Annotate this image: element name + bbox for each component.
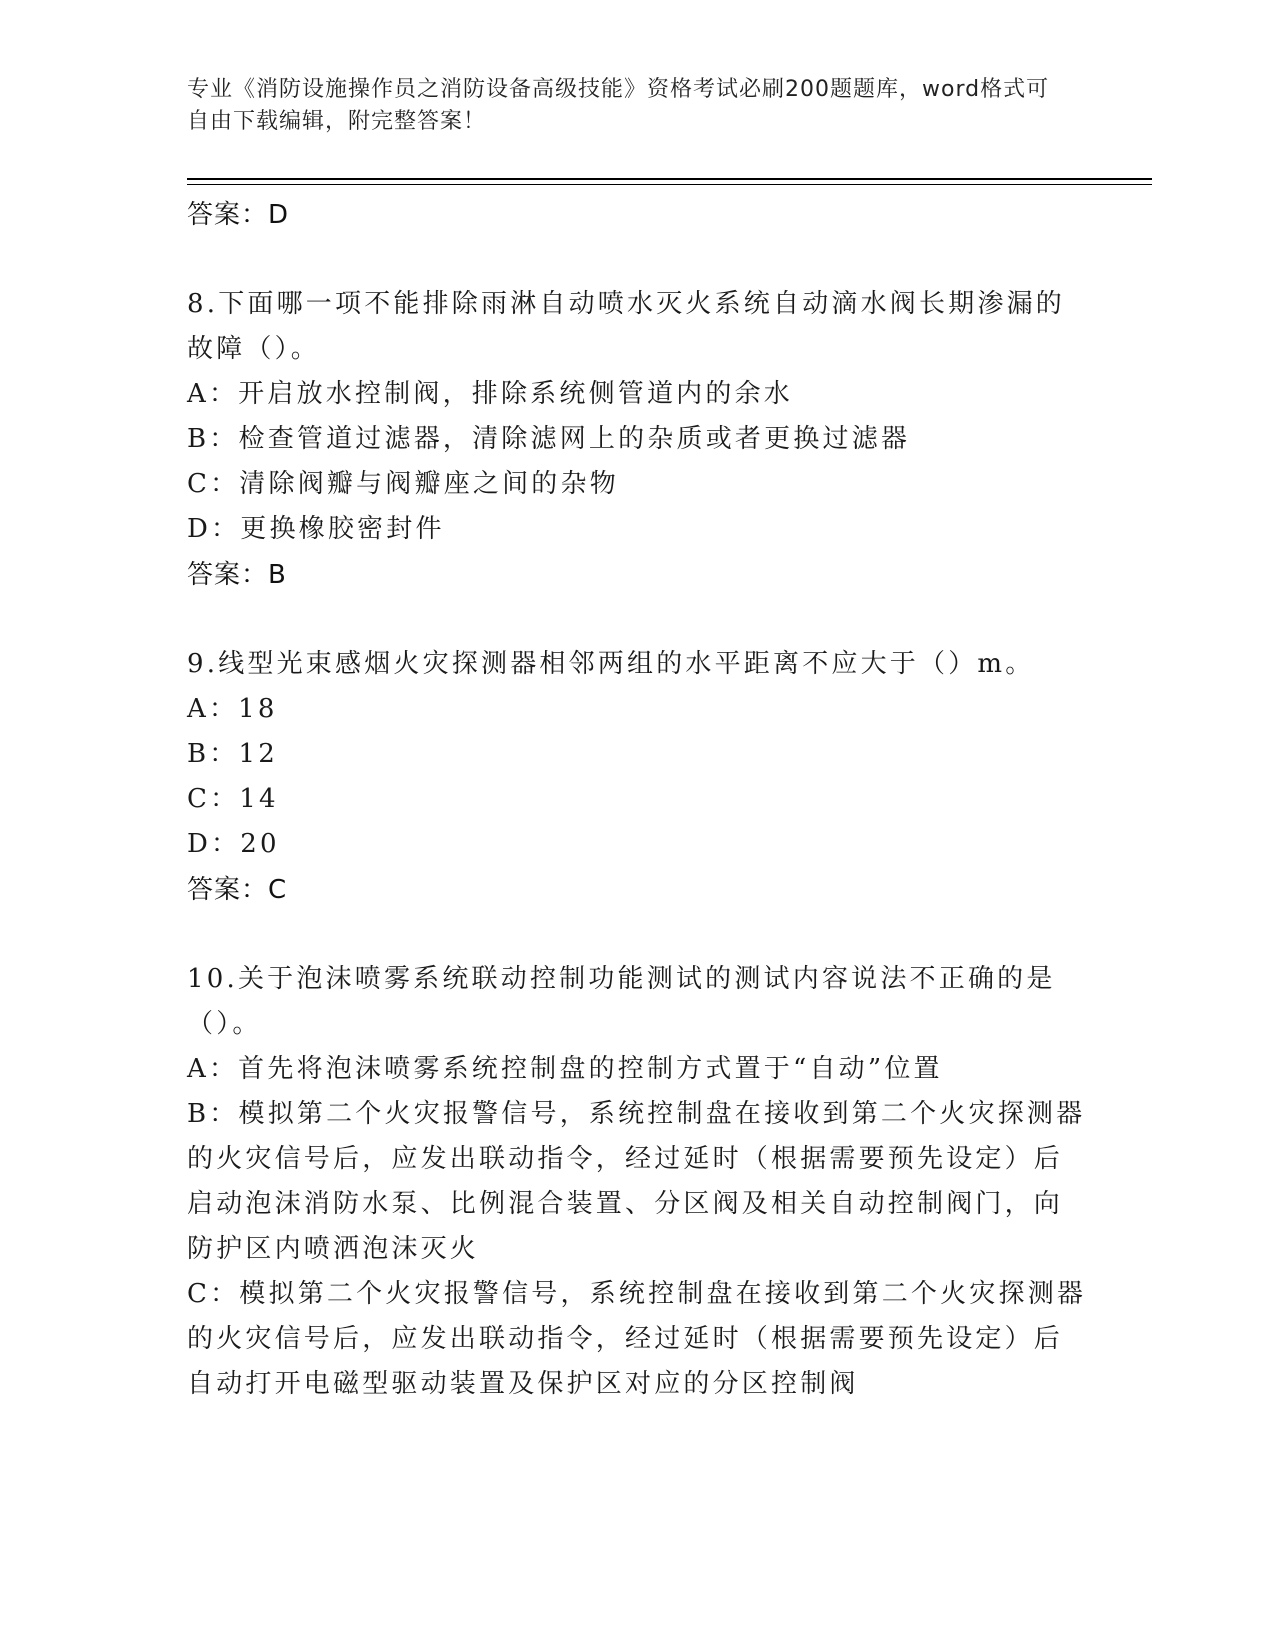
question-9 — [187, 642, 1087, 913]
option-c: C：模拟第二个火灾报警信号，系统控制盘在接收到第二个火灾探测器的火灾信号后，应发出联动指令，经过延时（根据需要预先设定）后自动打开电磁型驱动装置及保护区对应的分区控制阀 — [187, 1279, 1087, 1399]
option-b: B：检查管道过滤器，清除滤网上的杂质或者更换过滤器 — [187, 424, 911, 454]
document-header: 专业《消防设施操作员之消防设备高级技能》资格考试必刷200题题库，word格式可自由下载编辑，附完整答案！ — [187, 77, 1050, 134]
option-d: D：更换橡胶密封件 — [187, 514, 445, 544]
option-a: A：18 — [187, 694, 278, 724]
question-stem: 9.线型光束感烟火灾探测器相邻两组的水平距离不应大于（）m。 — [187, 649, 1035, 679]
document-content — [187, 192, 1087, 1407]
header-rule-thin — [187, 184, 1152, 185]
question-answer: 答案：B — [187, 560, 287, 590]
option-d: D：20 — [187, 829, 280, 859]
header-rule-thick — [187, 178, 1152, 180]
question-8 — [187, 282, 1087, 598]
previous-answer: 答案：D — [187, 200, 290, 230]
question-stem: 8.下面哪一项不能排除雨淋自动喷水灭火系统自动滴水阀长期渗漏的故障（）。 — [187, 289, 1066, 364]
option-b: B：模拟第二个火灾报警信号，系统控制盘在接收到第二个火灾探测器的火灾信号后，应发出联动指令，经过延时（根据需要预先设定）后启动泡沫消防水泵、比例混合装置、分区阀及相关自动控制阀门，向防护区内喷洒泡沫灭火 — [187, 1099, 1086, 1264]
option-a: A：首先将泡沫喷雾系统控制盘的控制方式置于“自动”位置 — [187, 1054, 943, 1084]
option-a: A：开启放水控制阀，排除系统侧管道内的余水 — [187, 379, 793, 409]
question-answer: 答案：C — [187, 875, 288, 905]
option-b: B：12 — [187, 739, 278, 769]
question-10 — [187, 957, 1087, 1407]
option-c: C：清除阀瓣与阀瓣座之间的杂物 — [187, 469, 619, 499]
option-c: C：14 — [187, 784, 279, 814]
question-stem: 10.关于泡沫喷雾系统联动控制功能测试的测试内容说法不正确的是（）。 — [187, 964, 1056, 1039]
